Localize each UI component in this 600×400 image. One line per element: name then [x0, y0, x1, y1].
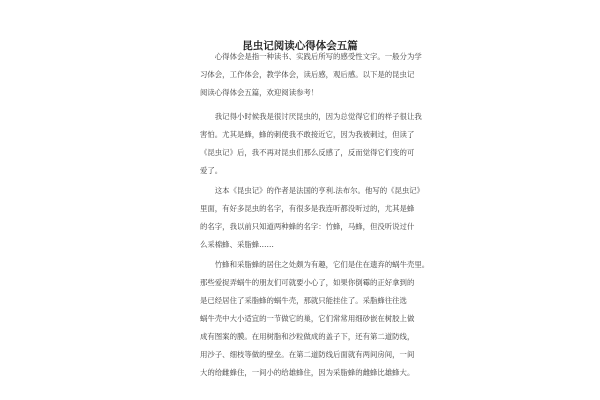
text-line: 那些爱捉弄蜗牛的朋友们可就要小心了，如果你倒霉的正好拿到的: [200, 278, 415, 287]
text-line: 习体会，工作体会，教学体会，读后感，观后感。以下是的昆虫记: [200, 70, 415, 79]
text-line: 用沙子、细枝等做的壁垒。在第二道防线后面就有两间房间，一间: [200, 350, 415, 359]
text-line: 阅读心得体会五篇，欢迎阅读参考！: [200, 88, 319, 97]
document-title: 昆虫记阅读心得体会五篇: [242, 40, 358, 52]
text-line: 里面，有好多昆虫的名字，有很多是我连听都没听过的，尤其是蜂: [200, 204, 415, 213]
paragraph-4: [200, 256, 430, 382]
paragraph-intro: [200, 48, 422, 102]
text-line: 的名字，我以前只知道两种蜂的名字：竹蜂，马蜂，但没听说过什: [200, 222, 415, 231]
text-line: 成有图案的膜。在用树脂和沙粒做成的盖子下，还有第二道防线，: [200, 332, 415, 341]
text-line: 害怕。尤其是蜂，蜂的刺使我不敢接近它，因为我被刺过，但读了: [200, 130, 415, 139]
text-line: 这本《昆虫记》的作者是法国的亨利.法布尔。他写的《昆虫记》: [200, 186, 425, 195]
text-line: 是已经居住了采脂蜂的蜗牛壳，那就只能挂住了。采脂蜂往往选: [200, 296, 407, 305]
text-line: 么采棉蜂、采脂蜂……: [200, 240, 274, 249]
text-line: 《昆虫记》后，我不再对昆虫们那么反感了，反而觉得它们变的可: [200, 148, 415, 157]
text-line: 大的给雌蜂住，一间小的给雄蜂住，因为采脂蜂的雌蜂比雄蜂大。: [200, 368, 415, 377]
paragraph-2: [200, 108, 422, 180]
paragraph-3: [200, 182, 425, 254]
text-line: 竹蜂和采脂蜂的居住之处颇为有趣，它们是住在遗弃的蜗牛壳里。: [200, 260, 430, 269]
text-line: 我记得小时候我是很讨厌昆虫的，因为总觉得它们的样子很让我: [200, 112, 422, 121]
text-line: 爱了。: [200, 166, 223, 175]
text-line: 蜗牛壳中大小适宜的一节做它的巢，它们常常用细砂嵌在树胶上做: [200, 314, 415, 323]
text-line: 心得体会是指一种读书、实践后所写的感受性文字。一般分为学: [200, 52, 422, 61]
